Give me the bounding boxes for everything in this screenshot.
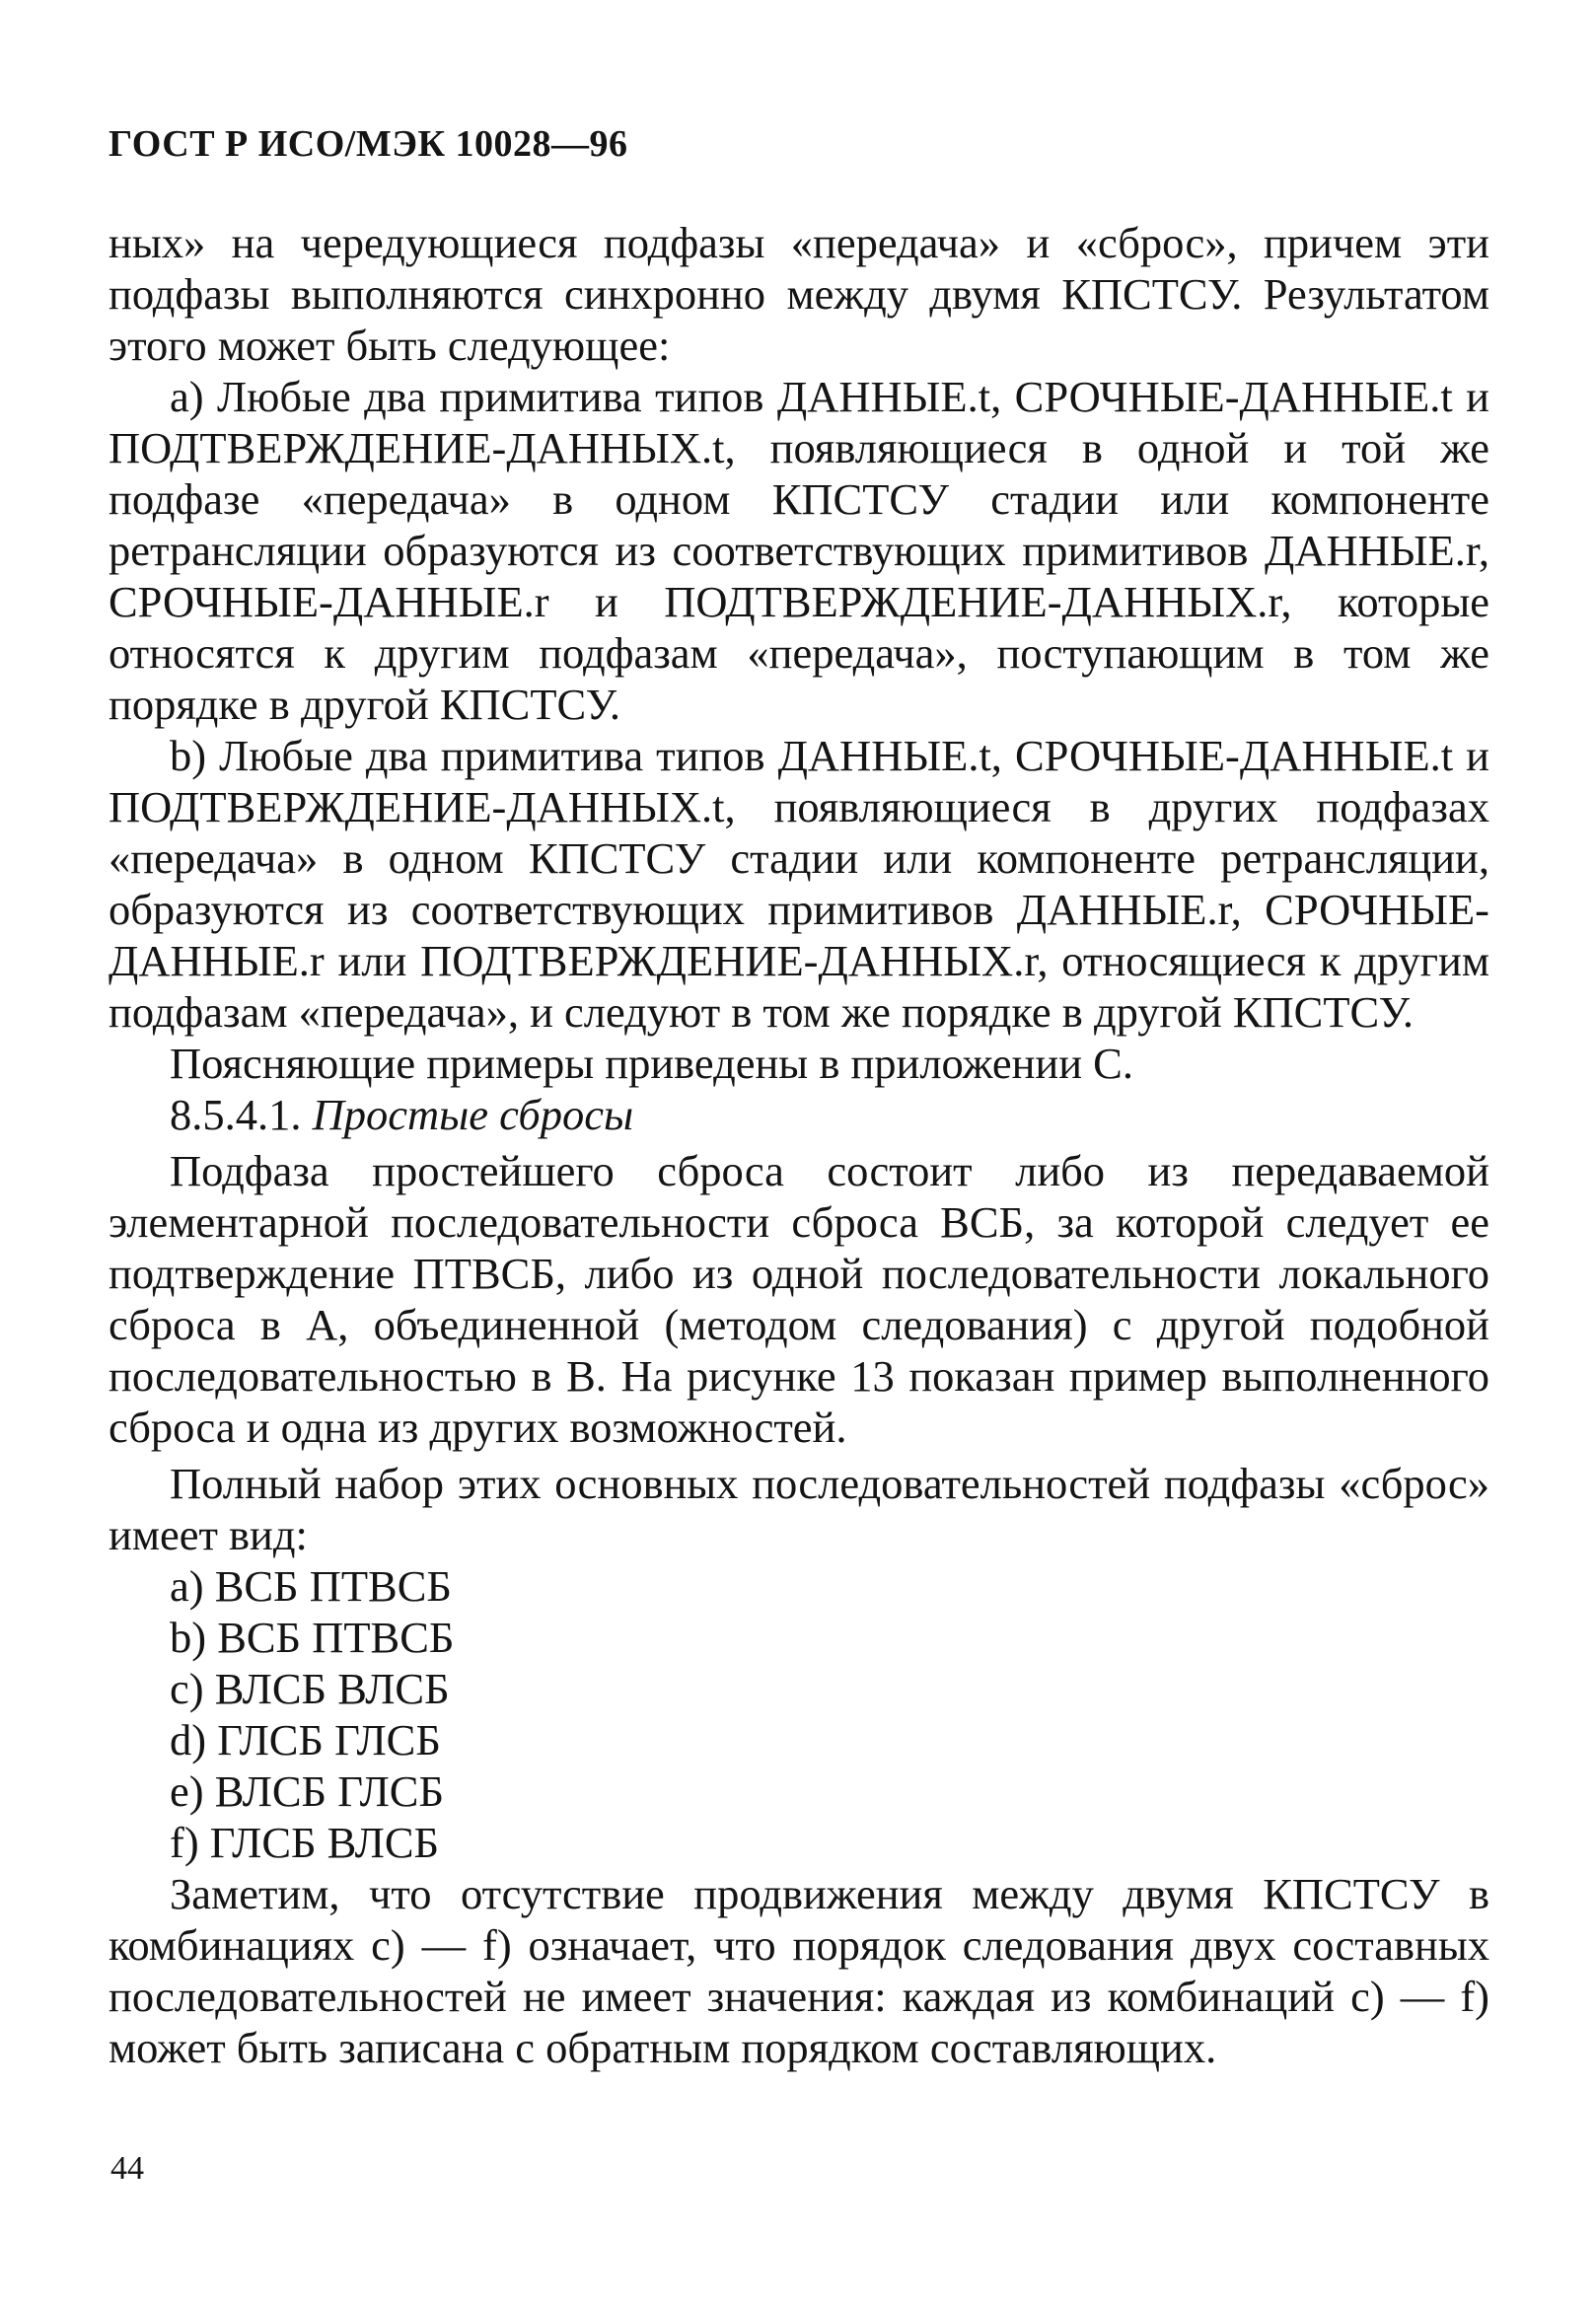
paragraph-continuation: ных» на чередующиеся подфазы «передача» и «сброс», причем эти подфазы выполняются синхронно между двумя КПСТСУ. Результатом этого может быть следующее:	[109, 218, 1489, 370]
sequence-list	[109, 1560, 1489, 1868]
paragraph-item-a: a) Любые два примитива типов ДАННЫЕ.t, СРОЧНЫЕ-ДАННЫЕ.t и ПОДТВЕРЖДЕНИЕ-ДАННЫХ.t, появляющиеся в одной и той же подфазе «передача» в одном КПСТСУ стадии или компоненте ретрансляции образуются из соответствующих примитивов ДАННЫЕ.r, СРОЧНЫЕ-ДАННЫЕ.r и ПОДТВЕРЖДЕНИЕ-ДАННЫХ.r, которые относятся к другим подфазам «передача», поступающим в том же порядке в другой КПСТСУ.	[109, 372, 1489, 729]
page-number: 44	[110, 2150, 144, 2187]
list-item: d) ГЛСБ ГЛСБ	[170, 1715, 441, 1764]
list-item: f) ГЛСБ ВЛСБ	[170, 1818, 440, 1867]
paragraph-examples: Поясняющие примеры приведены в приложении С.	[170, 1039, 1133, 1088]
list-item: c) ВЛСБ ВЛСБ	[170, 1664, 450, 1713]
section-title: Простые сбросы	[312, 1090, 634, 1139]
paragraph-note: Заметим, что отсутствие продвижения между двумя КПСТСУ в комбинациях с) — f) означает, что порядок следования двух составных последовательностей не имеет значения: каждая из комбинаций с) — f) может быть записана с обратным порядком составляющих.	[109, 1869, 1489, 2072]
paragraph-full-set: Полный набор этих основных последовательностей подфазы «сброс» имеет вид:	[109, 1459, 1489, 1559]
list-item: a) ВСБ ПТВСБ	[170, 1561, 452, 1611]
section-heading	[109, 1089, 1489, 1140]
section-number: 8.5.4.1.	[170, 1090, 302, 1139]
list-item: b) ВСБ ПТВСБ	[170, 1613, 455, 1662]
standard-header: ГОСТ Р ИСО/МЭК 10028—96	[109, 123, 628, 165]
paragraph-simple-resets: Подфаза простейшего сброса состоит либо из передаваемой элементарной последовательности сброса ВСБ, за которой следует ее подтверждение ПТВСБ, либо из одной последовательности локального сброса в А, объединенной (методом следования) с другой подобной последовательностью в В. На рисунке 13 показан пример выполненного сброса и одна из других возможностей.	[109, 1146, 1489, 1452]
list-item: e) ВЛСБ ГЛСБ	[170, 1766, 445, 1816]
body-text	[109, 217, 1489, 2073]
paragraph-item-b: b) Любые два примитива типов ДАННЫЕ.t, СРОЧНЫЕ-ДАННЫЕ.t и ПОДТВЕРЖДЕНИЕ-ДАННЫХ.t, появляющиеся в других подфазах «передача» в одном КПСТСУ стадии или компоненте ретрансляции, образуются из соответствующих примитивов ДАННЫЕ.r, СРОЧНЫЕ-ДАННЫЕ.r или ПОДТВЕРЖДЕНИЕ-ДАННЫХ.r, относящиеся к другим подфазам «передача», и следуют в том же порядке в другой КПСТСУ.	[109, 731, 1489, 1037]
